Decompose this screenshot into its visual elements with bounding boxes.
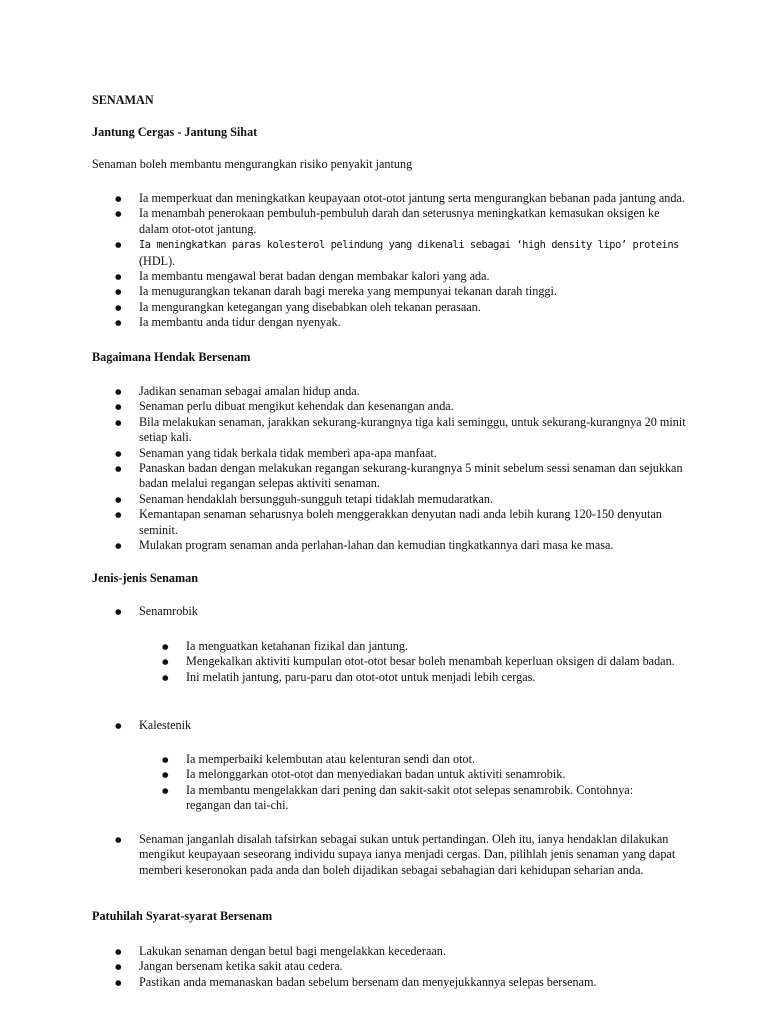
bullet-list: [92, 191, 692, 331]
list-item: ● Panaskan badan dengan melakukan regangan sekurang-kurangnya 5 minit sebelum sessi senaman dan sejukkan badan melalui regangan selepas aktiviti senaman.: [92, 461, 692, 492]
list-item: ● Mulakan program senaman anda perlahan-lahan dan kemudian tingkatkannya dari masa ke masa.: [92, 538, 692, 553]
list-item: ● Kemantapan senaman seharusnya boleh menggerakkan denyutan nadi anda lebih kurang 120-150 denyutan seminit.: [92, 507, 692, 538]
list-item: ● Senaman janganlah disalah tafsirkan sebagai sukan untuk pertandingan. Oleh itu, ianya hendaklan dilakukan mengikut keupayaan seseorang individu supaya ianya menjadi cergas. Dan, pilihlah jenis senaman yang dapat memberi keseronokan pada anda dan boleh dijadikan sebagai sebahagian dari kehidupan seharian anda.: [92, 832, 692, 878]
list-item: ● Ia melonggarkan otot-otot dan menyediakan badan untuk aktiviti senamrobik.: [139, 767, 679, 782]
list-item: ● Lakukan senaman dengan betul bagi mengelakkan kecederaan.: [92, 944, 692, 959]
section-heading: Jantung Cergas - Jantung Sihat: [92, 125, 258, 139]
section-heading: Bagaimana Hendak Bersenam: [92, 350, 251, 364]
intro-paragraph: Senaman boleh membantu mengurangkan risiko penyakit jantung: [92, 157, 413, 171]
section-heading: Patuhilah Syarat-syarat Bersenam: [92, 909, 273, 923]
list-item: ● Senamrobik: [92, 604, 692, 619]
list-item: ● Jangan bersenam ketika sakit atau cedera.: [92, 959, 692, 974]
list-item: ● Ia memperkuat dan meningkatkan keupayaan otot-otot jantung serta mengurangkan bebanan pada jantung anda.: [92, 191, 692, 206]
list-item: ● Ini melatih jantung, paru-paru dan otot-otot untuk menjadi lebih cergas.: [139, 670, 679, 685]
list-item: ● Ia memperbaiki kelembutan atau kelenturan sendi dan otot.: [139, 752, 679, 767]
sub-bullet-list: [139, 639, 679, 685]
bullet-list: [92, 604, 692, 619]
bullet-list: [92, 944, 692, 990]
list-item: ● Senaman perlu dibuat mengikut kehendak dan kesenangan anda.: [92, 399, 692, 414]
hdl-text: Ia meningkatkan paras kolesterol pelindung yang dikenali sebagai ‘high density lipo’ proteins: [139, 239, 679, 252]
list-item: ● Ia menambah penerokaan pembuluh-pembuluh darah dan seterusnya meningkatkan kemasukan oksigen ke dalam otot-otot jantung.: [92, 206, 692, 237]
list-item: ● Ia mengurangkan ketegangan yang disebabkan oleh tekanan perasaan.: [92, 300, 692, 315]
section-heading: Jenis-jenis Senaman: [92, 571, 198, 585]
list-item: ● Pastikan anda memanaskan badan sebelum bersenam dan menyejukkannya selepas bersenam.: [92, 975, 692, 990]
list-item: ● Ia membantu mengawal berat badan dengan membakar kalori yang ada.: [92, 269, 692, 284]
bullet-list: [92, 718, 692, 733]
sub-bullet-list: [139, 752, 679, 814]
list-item: ● Ia menguatkan ketahanan fizikal dan jantung.: [139, 639, 679, 654]
document-title: SENAMAN: [92, 93, 154, 107]
bullet-list: [92, 384, 692, 553]
list-item: [92, 237, 692, 269]
list-item: ● Kalestenik: [92, 718, 692, 733]
list-item: ● Ia membantu anda tidur dengan nyenyak.: [92, 315, 692, 330]
bullet-list: [92, 832, 692, 878]
list-item: ● Senaman yang tidak berkala tidak memberi apa-apa manfaat.: [92, 446, 692, 461]
hdl-text-tail: (HDL).: [139, 253, 176, 268]
list-item: ● Jadikan senaman sebagai amalan hidup anda.: [92, 384, 692, 399]
list-item: ● Bila melakukan senaman, jarakkan sekurang-kurangnya tiga kali seminggu, untuk sekurang-kurangnya 20 minit setiap kali.: [92, 415, 692, 446]
list-item: ● Ia membantu mengelakkan dari pening dan sakit-sakit otot selepas senamrobik. Contohnya: regangan dan tai-chi.: [139, 783, 679, 814]
list-item: ● Mengekalkan aktiviti kumpulan otot-otot besar boleh menambah keperluan oksigen di dalam badan.: [139, 654, 679, 669]
list-item: ● Ia menugurangkan tekanan darah bagi mereka yang mempunyai tekanan darah tinggi.: [92, 284, 692, 299]
list-item: ● Senaman hendaklah bersungguh-sungguh tetapi tidaklah memudaratkan.: [92, 492, 692, 507]
